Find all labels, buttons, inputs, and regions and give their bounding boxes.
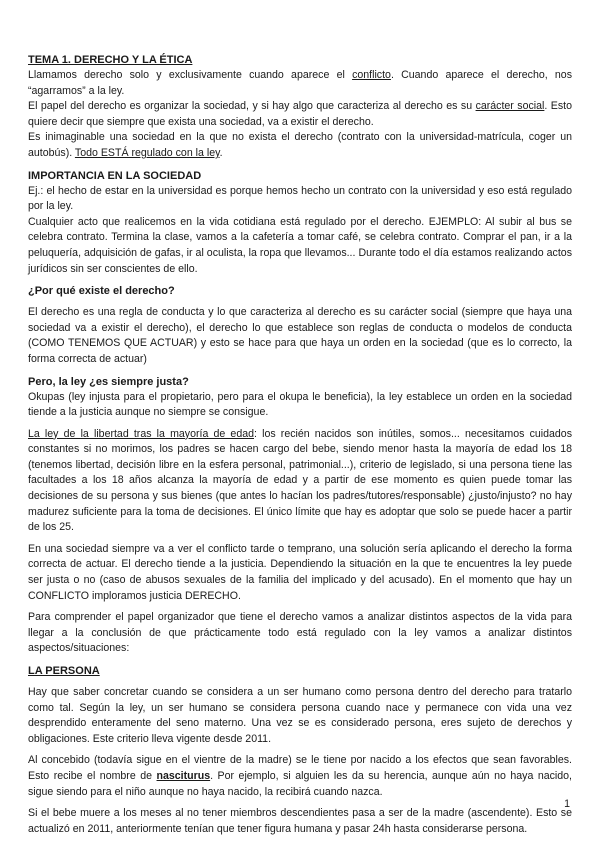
term-conflicto: conflicto bbox=[352, 69, 391, 81]
term-caracter-social: carácter social bbox=[475, 100, 545, 113]
paragraph-conflicto: Llamamos derecho solo y exclusivamente cuando aparece el conflicto. Cuando aparece el derecho, nos “agarramos” a la ley. bbox=[28, 69, 572, 97]
term-todo-regulado: Todo ESTÁ regulado con la ley bbox=[74, 146, 220, 159]
heading-la-persona: LA PERSONA bbox=[28, 665, 100, 677]
paragraph-inimaginable: Es inimaginable una sociedad en la que no exista el derecho (contrato con la universidad-matrícula, coger un autobús). Todo ESTÁ regulado con la ley. bbox=[28, 131, 572, 159]
paragraph-caracter-social: El papel del derecho es organizar la sociedad, y si hay algo que caracteriza al derecho es su carácter social. Esto quiere decir que siempre que exista una sociedad, va a existir el derecho. bbox=[28, 100, 572, 128]
heading-por-que: ¿Por qué existe el derecho? bbox=[28, 285, 175, 298]
paragraph-concebido: Al concebido (todavía sigue en el vientre de la madre) se le tiene por nacido a los efectos que sean favorables. Esto recibe el nombre de nasciturus. Por ejemplo, si alguien les da su herencia, aunque aún no haya nacido, sigue siendo para el niño aunque no haya nacido, la recibirá cuando nazca. bbox=[28, 754, 572, 798]
page-number: 1 bbox=[564, 798, 570, 810]
paragraph-papel-organizador: Para comprender el papel organizador que tiene el derecho vamos a analizar distintos aspectos de la vida para llegar a la conclusión de que prácticamente todo está regulado con la ley vamos a analizar distintos aspectos/situaciones: bbox=[28, 611, 572, 655]
paragraph-mayoria-edad: La ley de la libertad tras la mayoría de edad: los recién nacidos son inútiles, somos... necesitamos cuidados constantes si no morimos, los padres se hacen cargo del bebe, siendo menor hasta la mayoría de edad los 18 (tenemos libertad, decisión libre en la esfera personal, patrimonial...), criterio de legislado, si una persona tiene las facultades a los 18 años alcanza la mayoría de edad y a partir de ese momento es quien puede tomar las decisiones de su persona y sus bienes (que antes lo hacían los padres/tutores/responsable) ¿justo/injusto? no hay madurez suficiente para la toma de decisiones. El único límite que hay es adoptar que solo se puede hacer a partir de los 25. bbox=[28, 427, 572, 534]
heading-ley-justa: Pero, la ley ¿es siempre justa? bbox=[28, 375, 189, 388]
paragraph-bebe-muere: Si el bebe muere a los meses al no tener miembros descendientes pasa a ser de la madre (ascendente). Esto se actualizó en 2011, anteriormente tenían que tener figura humana y pasar 24h hasta considerarse persona. bbox=[28, 807, 572, 835]
document-title: TEMA 1. DERECHO Y LA ÉTICA bbox=[28, 54, 193, 66]
paragraph-persona: Hay que saber concretar cuando se considera a un ser humano como persona dentro del derecho para tratarlo como tal. Según la ley, un ser humano se considera persona cuando nace y permanece con vida una vez desprendido enteramente del seno materno. Una vez se es considerado persona, eres sujeto de derechos y obligaciones. Este criterio lleva vigente desde 2011. bbox=[28, 686, 572, 745]
paragraph-ejemplo-universidad: Ej.: el hecho de estar en la universidad es porque hemos hecho un contrato con la universidad y eso está regulado por la ley. bbox=[28, 184, 572, 213]
paragraph-regla-conducta: El derecho es una regla de conducta y lo que caracteriza al derecho es su carácter social (siempre que haya una sociedad va a existir el derecho), el derecho lo que establece son reglas de conducta o modelos de conducta (COMO TENEMOS QUE ACTUAR) y esto se hace para que haya un orden en la sociedad (que es lo correcto, la forma correcta de actuar) bbox=[28, 306, 572, 365]
term-nasciturus: nasciturus bbox=[156, 769, 211, 782]
paragraph-okupas: Okupas (ley injusta para el propietario, pero para el okupa le beneficia), la ley establece un orden en la sociedad tiende a la justicia aunque no siempre se consigue. bbox=[28, 390, 572, 419]
paragraph-vida-cotidiana: Cualquier acto que realicemos en la vida cotidiana está regulado por el derecho. EJEMPLO: Al subir al bus se celebra contrato. Termina la clase, vamos a la cafetería a tomar café, se celebra contrato. Comprar el pan, ir a la peluquería, adquisición de gafas, ir al oculista, la ropa que llevamos... Durante todo el día estamos realizando actos jurídicos sin ser conscientes de ello. bbox=[28, 215, 572, 275]
paragraph-conflicto-sociedad: En una sociedad siempre va a ver el conflicto tarde o temprano, una solución sería aplicando el derecho la forma correcta de actuar. El derecho tiende a la justicia. Dependiendo la situación en la que te encuentres la ley puede ser justa o no (caso de abusos sexuales de la familia del implicado y del acusado). En el momento que hay un CONFLICTO imploramos justicia DERECHO. bbox=[28, 542, 572, 602]
document-page bbox=[28, 52, 572, 837]
term-ley-libertad: La ley de la libertad tras la mayoría de edad bbox=[28, 427, 254, 440]
heading-importancia: IMPORTANCIA EN LA SOCIEDAD bbox=[28, 169, 202, 182]
